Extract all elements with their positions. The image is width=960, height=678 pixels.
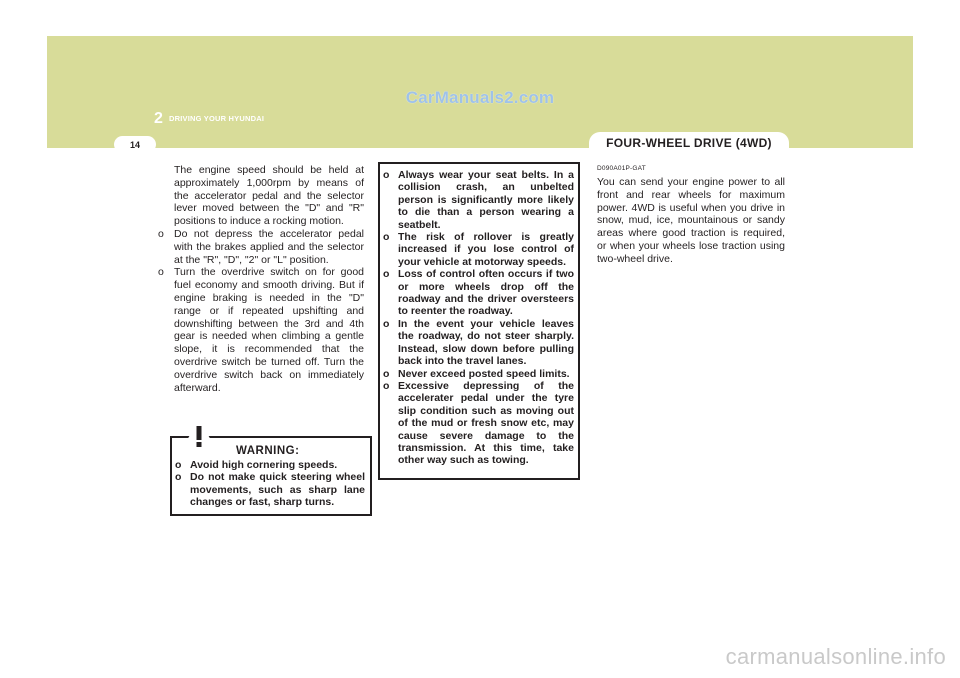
footer-watermark[interactable]: carmanualsonline.info <box>725 644 946 669</box>
bullet-marker: o <box>158 266 164 279</box>
bullet-marker: o <box>383 367 390 380</box>
section-code: D090A01P-GAT <box>597 165 646 172</box>
warning-label: WARNING: <box>236 445 300 457</box>
bullet-marker: o <box>383 317 390 330</box>
list-item: o Excessive depressing of the accelerater pedal under the tyre slip condition such as moving out of the mud or fresh snow etc, may cause severe damage to the transmission. At this time, take other way such as towing. <box>383 379 574 467</box>
bullet-marker: o <box>383 379 390 392</box>
section-title: FOUR-WHEEL DRIVE (4WD) <box>589 132 789 153</box>
warning-list <box>175 459 365 509</box>
four-wheel-drive-paragraph: You can send your engine power to all front and rear wheels for maximum power. 4WD is useful when you drive in snow, mud, ice, mountainous or sandy areas where good traction is required, or when your wheels lose traction using two-wheel drive. <box>597 176 785 265</box>
list-item: o Never exceed posted speed limits. <box>383 367 570 380</box>
column-left <box>158 164 364 394</box>
list-item: o Do not depress the accelerator pedal with the brakes applied and the selector at the "R", "D", "2" or "L" position. <box>158 227 364 266</box>
list-item: o Always wear your seat belts. In a collision crash, an unbelted person is significantly more likely to die than a person wearing a seatbelt. <box>383 169 574 231</box>
list-item: o The risk of rollover is greatly increased if you lose control of your vehicle at motorway speeds. <box>383 231 574 268</box>
bullet-marker: o <box>175 471 182 484</box>
list-item: o In the event your vehicle leaves the roadway, do not steer sharply. Instead, slow down before pulling back into the travel lanes. <box>383 317 574 368</box>
list-item: o Avoid high cornering speeds. <box>175 459 338 471</box>
left-bullet-list <box>158 228 364 394</box>
bullet-marker: o <box>158 227 164 240</box>
bullet-marker: o <box>383 231 390 244</box>
list-item: o Do not make quick steering wheel movements, such as sharp lane changes or fast, sharp turns. <box>175 471 365 509</box>
chapter-title: DRIVING YOUR HYUNDAI <box>169 114 265 123</box>
safety-list <box>383 169 574 467</box>
bullet-marker: o <box>383 169 390 181</box>
intro-paragraph: The engine speed should be held at approximately 1,000rpm by means of the accelerator pedal and the selector lever moved between the "D" and "R" positions to induce a rocking motion. <box>174 164 364 228</box>
page-number: 14 <box>114 136 156 153</box>
list-item: o Loss of control often occurs if two or more wheels drop off the roadway and the driver oversteers to reenter the roadway. <box>383 268 574 318</box>
top-watermark[interactable]: CarManuals2.com <box>405 88 555 107</box>
chapter-number: 2 <box>154 110 163 127</box>
bullet-marker: o <box>383 268 390 281</box>
bullet-marker: o <box>175 459 182 471</box>
column-right <box>597 176 785 266</box>
list-item: o Turn the overdrive switch on for good fuel economy and smooth driving. But if engine braking is needed in the "D" range or if repeated upshifting and downshifting between the 3rd and 4th gear is needed when climbing a gentle slope, it is recommended that the overdrive switch be turned off. Turn the overdrive switch back on immediately afterward. <box>158 266 364 394</box>
exclamation-icon <box>181 418 217 450</box>
